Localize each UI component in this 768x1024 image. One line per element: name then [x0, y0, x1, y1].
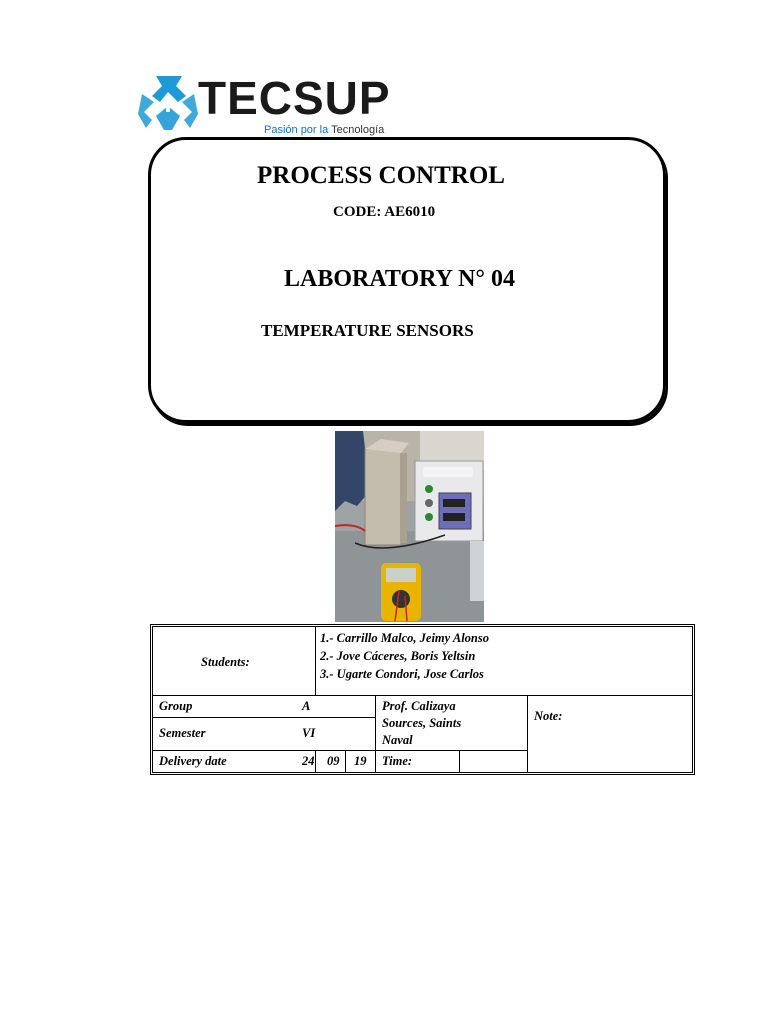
- student-3: 3.- Ugarte Condori, Jose Carlos: [320, 667, 484, 681]
- students-label: Students:: [201, 655, 250, 669]
- tagline-highlight: Pasión por la: [264, 124, 329, 136]
- student-info-table: [150, 624, 695, 775]
- delivery-date-label: Delivery date: [159, 754, 227, 768]
- delivery-day: 24: [302, 754, 315, 768]
- delivery-month: 09: [327, 754, 340, 768]
- logo-tagline: [264, 124, 384, 136]
- note-label: Note:: [534, 709, 563, 723]
- tecsup-arrows-icon: [138, 72, 198, 134]
- course-code: CODE: AE6010: [333, 204, 436, 220]
- group-label: Group: [159, 699, 193, 713]
- tagline-rest: Tecnología: [331, 124, 385, 136]
- course-title: PROCESS CONTROL: [257, 162, 505, 189]
- student-1: 1.- Carrillo Malco, Jeimy Alonso: [320, 631, 489, 645]
- delivery-year: 19: [354, 754, 367, 768]
- student-2: 2.- Jove Cáceres, Boris Yeltsin: [320, 649, 476, 663]
- professor-line-3: Naval: [382, 733, 413, 747]
- tecsup-logo: [138, 70, 391, 140]
- professor-line-2: Sources, Saints: [382, 716, 462, 730]
- group-value: A: [302, 699, 311, 713]
- time-label: Time:: [382, 754, 413, 768]
- professor-line-1: Prof. Calizaya: [382, 699, 456, 713]
- lab-topic: TEMPERATURE SENSORS: [261, 321, 474, 340]
- cover-title-box: [148, 137, 666, 423]
- semester-value: VI: [302, 726, 316, 740]
- logo-brand-text: TECSUP: [198, 72, 391, 124]
- lab-equipment-photo: [335, 431, 484, 622]
- lab-number: LABORATORY N° 04: [284, 266, 515, 292]
- semester-label: Semester: [159, 726, 206, 740]
